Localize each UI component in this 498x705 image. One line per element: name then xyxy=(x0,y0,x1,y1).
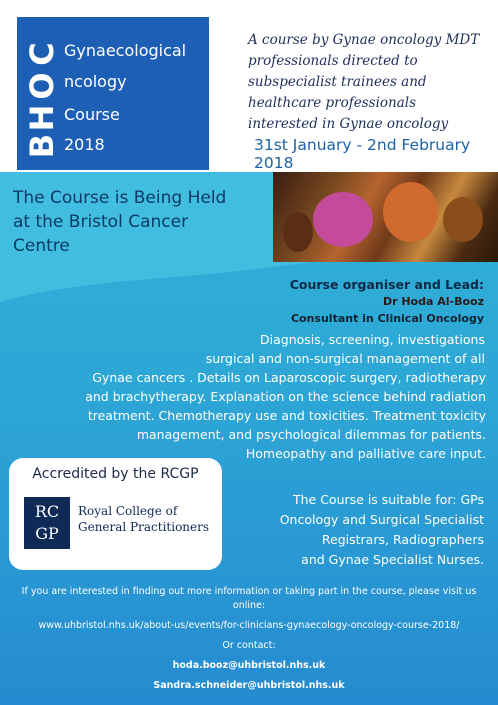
description-line-7: Homeopathy and palliative care input. xyxy=(245,446,486,461)
audience-line-4: and Gynae Specialist Nurses. xyxy=(301,552,484,567)
audience-line-1: The Course is suitable for: GPs xyxy=(292,492,484,507)
description-line-4: and brachytherapy. Explanation on the science behind radiation xyxy=(85,389,486,404)
venue-line-1: The Course is Being Held xyxy=(13,188,227,208)
description-line-6: management, and psychological dilemmas for patients. xyxy=(136,427,486,442)
logo-letter-o: O xyxy=(23,72,61,100)
description-line-2: surgical and non-surgical management of all xyxy=(205,351,485,366)
accreditation-heading: Accredited by the RCGP xyxy=(32,466,199,482)
audience-line-2: Oncology and Surgical Specialist xyxy=(279,512,484,527)
audience-line-3: Registrars, Radiographers xyxy=(321,532,484,547)
footer-url[interactable]: www.uhbristol.nhs.uk/about-us/events/for-clinicians-gynaecology-oncology-course-2018/ xyxy=(38,620,460,631)
organiser-role: Consultant in Clinical Oncology xyxy=(290,312,484,325)
logo-letter-b: B xyxy=(23,133,61,159)
footer-info-2: online: xyxy=(232,600,266,611)
contact-email-1[interactable]: hoda.booz@uhbristol.nhs.uk xyxy=(172,660,326,671)
organiser-name: Dr Hoda Al-Booz xyxy=(382,295,484,308)
logo-line-1: Gynaecological xyxy=(64,41,187,60)
rcgp-mark-bottom: GP xyxy=(35,524,59,543)
logo-letter-c: C xyxy=(23,42,61,66)
course-intro: A course by Gynae oncology MDT professionals directed to subspecialist trainees and healthcare professionals interested in Gynae oncology xyxy=(248,32,480,132)
logo-line-2: ncology xyxy=(64,72,127,91)
logo-acronym xyxy=(22,30,62,162)
rcgp-logo-mark xyxy=(24,497,70,549)
course-dates: 31st January - 2nd February 2018 xyxy=(254,136,471,172)
mri-scan-image xyxy=(273,172,498,262)
rcgp-name xyxy=(78,503,209,535)
venue-line-3: Centre xyxy=(13,236,70,256)
venue-heading xyxy=(13,186,253,258)
footer-info: If you are interested in finding out more information or taking part in the course, please visit us xyxy=(21,586,477,597)
logo-line-3: Course xyxy=(64,105,120,124)
logo-line-4: 2018 xyxy=(64,135,105,154)
audience-list xyxy=(224,490,484,570)
course-description xyxy=(20,368,486,463)
description-line-1: Diagnosis, screening, investigations xyxy=(260,332,485,347)
rcgp-name-line-1: Royal College of xyxy=(78,504,178,518)
footer-or-contact: Or contact: xyxy=(222,640,276,651)
course-description-top xyxy=(170,330,485,368)
description-line-3: Gynae cancers . Details on Laparoscopic surgery, radiotherapy xyxy=(92,370,486,385)
description-line-5: treatment. Chemotherapy use and toxicities. Treatment toxicity xyxy=(87,408,486,423)
logo-letter-h: H xyxy=(23,104,61,132)
organiser-title: Course organiser and Lead: xyxy=(289,277,484,292)
rcgp-mark-top: RC xyxy=(34,502,60,521)
contact-email-2[interactable]: Sandra.schneider@uhbristol.nhs.uk xyxy=(153,680,345,691)
venue-line-2: at the Bristol Cancer xyxy=(13,212,189,232)
rcgp-name-line-2: General Practitioners xyxy=(78,520,210,534)
